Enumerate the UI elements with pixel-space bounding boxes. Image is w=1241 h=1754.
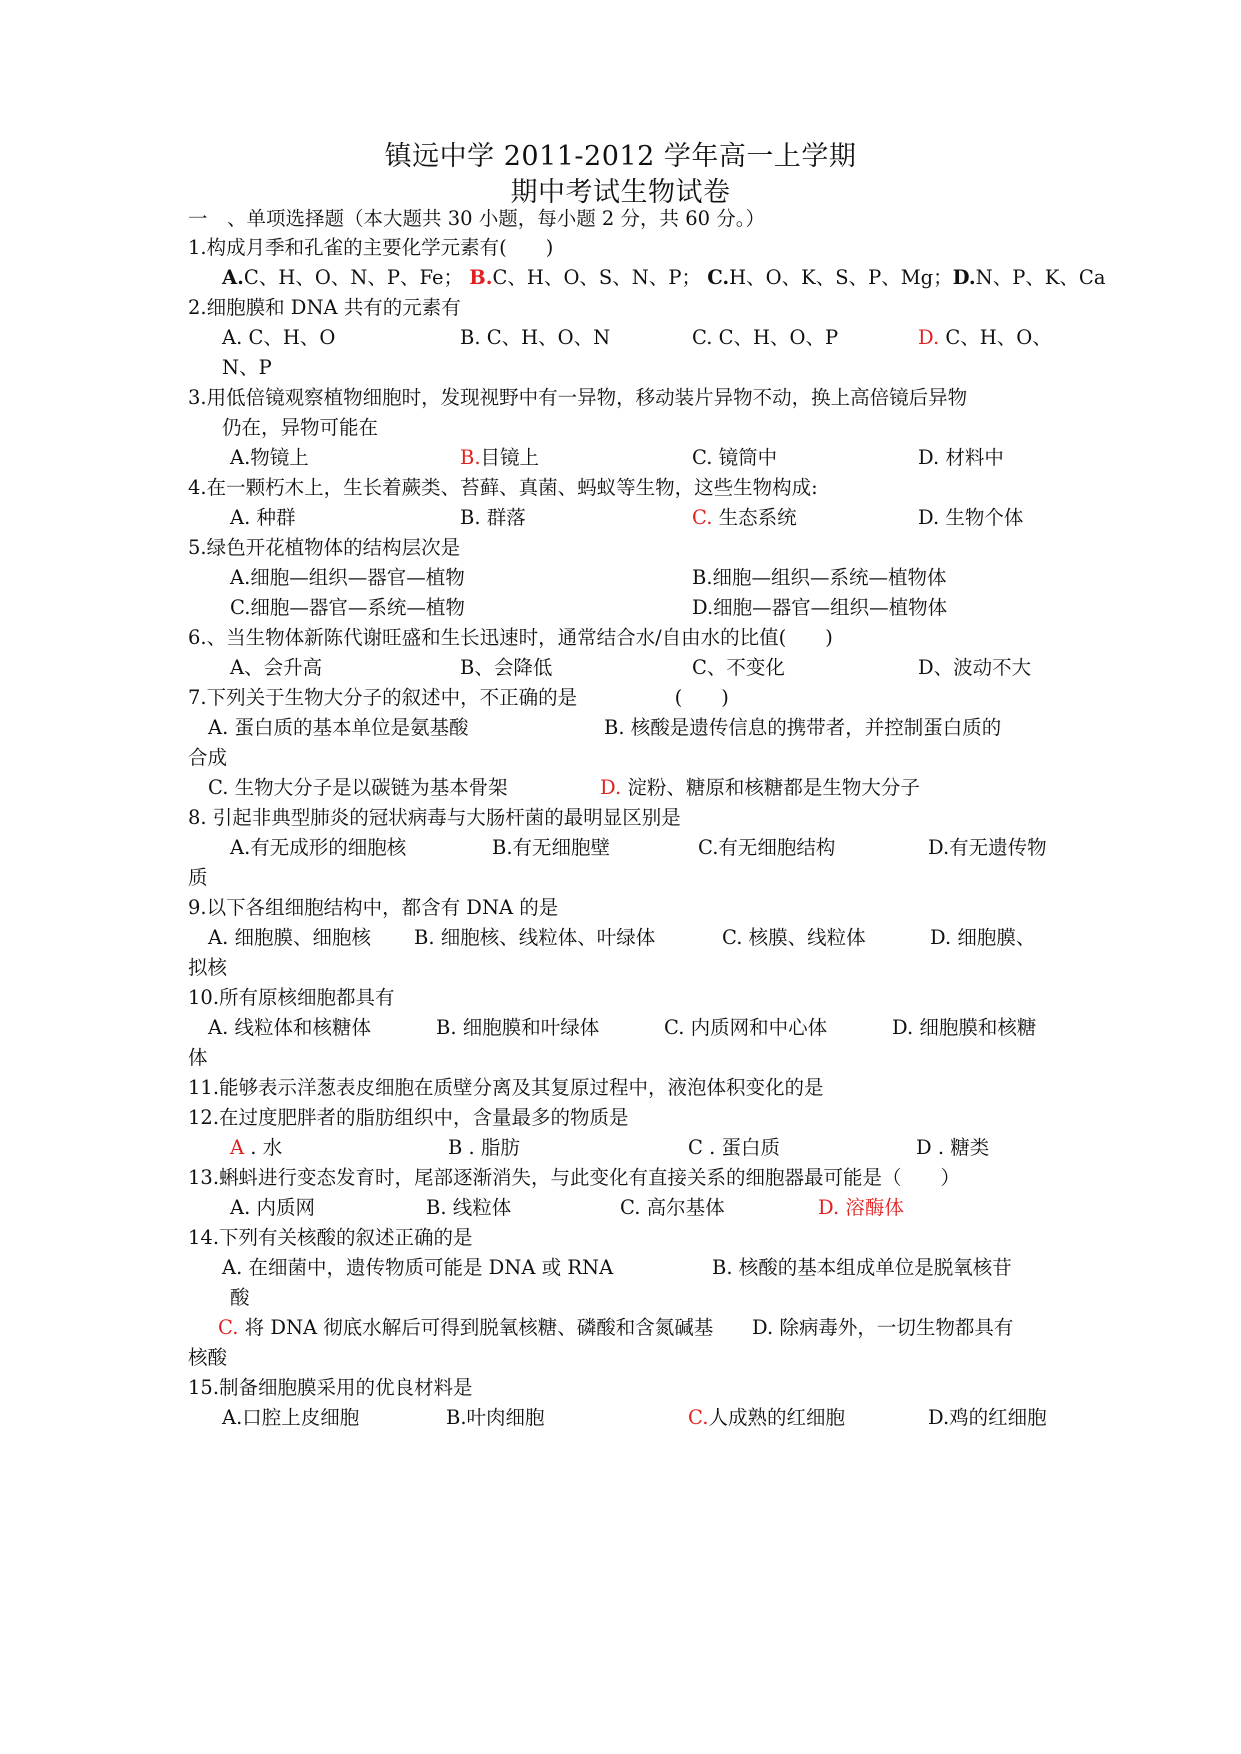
q10-option-c: C. 内质网和中心体: [664, 1016, 828, 1039]
q2-option-a: A. C、H、O: [222, 326, 336, 349]
q13-option-c: C. 高尔基体: [620, 1196, 725, 1219]
q10-option-d: D. 细胞膜和核糖: [892, 1016, 1037, 1039]
question-9-stem: 9.以下各组细胞结构中，都含有 DNA 的是: [188, 896, 559, 919]
q15-option-c: [688, 1406, 845, 1430]
q1-option-b-letter: B.: [469, 266, 493, 289]
q14-option-c-text: 将 DNA 彻底水解后可得到脱氧核糖、磷酸和含氮碱基: [238, 1316, 714, 1339]
q10-option-b: B. 细胞膜和叶绿体: [436, 1016, 600, 1039]
q13-option-a: A. 内质网: [230, 1196, 315, 1219]
q2-option-b: B. C、H、O、N: [460, 326, 611, 349]
q9-option-d-continued: 拟核: [188, 956, 228, 979]
q8-option-c: C.有无细胞结构: [698, 836, 836, 859]
q6-option-b: B、会降低: [460, 656, 553, 679]
q8-option-a: A.有无成形的细胞核: [230, 836, 407, 859]
question-7-stem: 7.下列关于生物大分子的叙述中，不正确的是 ( ): [188, 686, 729, 709]
q7-option-d: [600, 776, 920, 800]
q1-option-c-text: H、O、K、S、P、Mg；: [729, 266, 953, 289]
q3-option-b-text: 目镜上: [480, 446, 540, 469]
q5-option-d: D.细胞—器官—组织—植物体: [692, 596, 948, 619]
q8-option-d: D.有无遗传物: [928, 836, 1047, 859]
q6-option-c: C、不变化: [692, 656, 785, 679]
question-4-stem: 4.在一颗朽木上，生长着蕨类、苔藓、真菌、蚂蚁等生物，这些生物构成:: [188, 476, 818, 499]
q14-option-b: B. 核酸的基本组成单位是脱氧核苷: [712, 1256, 1012, 1279]
q15-option-c-text: 人成熟的红细胞: [708, 1406, 845, 1429]
q9-option-d: D. 细胞膜、: [930, 926, 1036, 949]
question-1-stem: 1.构成月季和孔雀的主要化学元素有( ): [188, 236, 554, 259]
section-heading: 一 、单项选择题（本大题共 30 小题，每小题 2 分，共 60 分。）: [188, 207, 765, 230]
q3-option-d: D. 材料中: [918, 446, 1004, 469]
q7-option-a: A. 蛋白质的基本单位是氨基酸: [208, 716, 469, 739]
question-8-stem: 8. 引起非典型肺炎的冠状病毒与大肠杆菌的最明显区别是: [188, 806, 681, 829]
q4-option-d: D. 生物个体: [918, 506, 1024, 529]
q12-option-a-letter: A: [230, 1136, 245, 1159]
q5-option-b: B.细胞—组织—系统—植物体: [692, 566, 947, 589]
q2-option-d-letter: D.: [918, 326, 940, 349]
exam-title-line1: 镇远中学 2011-2012 学年高一上学期: [384, 141, 857, 172]
q12-option-c: C . 蛋白质: [688, 1136, 781, 1159]
q15-option-d: D.鸡的红细胞: [928, 1406, 1047, 1429]
q1-option-d-letter: D.: [952, 266, 976, 289]
q9-option-a: A. 细胞膜、细胞核: [208, 926, 371, 949]
q1-option-a-letter: A.: [222, 266, 244, 289]
q13-option-b: B. 线粒体: [426, 1196, 512, 1219]
q13-option-d: D. 溶酶体: [818, 1196, 904, 1219]
q15-option-a: A.口腔上皮细胞: [222, 1406, 360, 1429]
q4-option-c-text: 生态系统: [712, 506, 797, 529]
question-13-stem: 13.蝌蚪进行变态发育时，尾部逐渐消失，与此变化有直接关系的细胞器最可能是（ ）: [188, 1166, 961, 1189]
question-10-stem: 10.所有原核细胞都具有: [188, 986, 395, 1009]
q4-option-b: B. 群落: [460, 506, 526, 529]
question-14-stem: 14.下列有关核酸的叙述正确的是: [188, 1226, 473, 1249]
q14-option-b-continued: 酸: [230, 1286, 250, 1309]
q1-option-c-letter: C.: [707, 266, 730, 289]
q1-option-d-text: N、P、K、Ca: [975, 266, 1106, 289]
question-3-stem-continued: 仍在，异物可能在: [222, 416, 379, 439]
q3-option-b: [460, 446, 539, 470]
question-3-stem: 3.用低倍镜观察植物细胞时，发现视野中有一异物，移动装片异物不动，换上高倍镜后异物: [188, 386, 968, 409]
q9-option-c: C. 核膜、线粒体: [722, 926, 866, 949]
question-6-stem: 6.、当生物体新陈代谢旺盛和生长迅速时，通常结合水/自由水的比值( ): [188, 626, 833, 649]
q14-option-d: D. 除病毒外，一切生物都具有: [752, 1316, 1014, 1339]
q8-option-d-continued: 质: [188, 866, 208, 889]
q7-option-d-text: 淀粉、糖原和核糖都是生物大分子: [621, 776, 920, 799]
q1-option-a-text: C、H、O、N、P、Fe；: [243, 266, 464, 289]
q12-option-d: D . 糖类: [916, 1136, 990, 1159]
q8-option-b: B.有无细胞壁: [492, 836, 611, 859]
q3-option-b-letter: B.: [460, 446, 481, 469]
q2-option-d: [918, 326, 1052, 350]
q14-option-c: [218, 1316, 713, 1340]
q7-option-b: B. 核酸是遗传信息的携带者，并控制蛋白质的: [604, 716, 1002, 739]
q2-option-c: C. C、H、O、P: [692, 326, 839, 349]
q3-option-a: A.物镜上: [230, 446, 309, 469]
q10-option-a: A. 线粒体和核糖体: [208, 1016, 371, 1039]
q14-option-a: A. 在细菌中，遗传物质可能是 DNA 或 RNA: [222, 1256, 614, 1279]
q15-option-b: B.叶肉细胞: [446, 1406, 545, 1429]
q14-option-c-letter: C.: [218, 1316, 239, 1339]
q6-option-a: A、会升高: [230, 656, 323, 679]
question-5-stem: 5.绿色开花植物体的结构层次是: [188, 536, 461, 559]
q12-option-a-text: . 水: [244, 1136, 283, 1159]
q5-option-c: C.细胞—器官—系统—植物: [230, 596, 465, 619]
q7-option-c: C. 生物大分子是以碳链为基本骨架: [208, 776, 508, 799]
q3-option-c: C. 镜筒中: [692, 446, 778, 469]
question-12-stem: 12.在过度肥胖者的脂肪组织中，含量最多的物质是: [188, 1106, 629, 1129]
q2-option-d-text: C、H、O、: [939, 326, 1052, 349]
q4-option-a: A. 种群: [230, 506, 296, 529]
question-15-stem: 15.制备细胞膜采用的优良材料是: [188, 1376, 473, 1399]
q1-option-b-text: C、H、O、S、N、P；: [492, 266, 701, 289]
q10-option-d-continued: 体: [188, 1046, 208, 1069]
question-1-options: [222, 266, 1105, 290]
question-2-stem: 2.细胞膜和 DNA 共有的元素有: [188, 296, 461, 319]
q2-option-d-continued: N、P: [222, 356, 272, 379]
q12-option-b: B . 脂肪: [448, 1136, 520, 1159]
q14-option-d-continued: 核酸: [188, 1346, 228, 1369]
q12-option-a: [230, 1136, 282, 1160]
q4-option-c: [692, 506, 797, 530]
question-11-stem: 11.能够表示洋葱表皮细胞在质壁分离及其复原过程中，液泡体积变化的是: [188, 1076, 824, 1099]
exam-title-line2: 期中考试生物试卷: [510, 177, 731, 208]
q7-option-b-continued: 合成: [188, 746, 228, 769]
q4-option-c-letter: C.: [692, 506, 713, 529]
q9-option-b: B. 细胞核、线粒体、叶绿体: [414, 926, 656, 949]
q5-option-a: A.细胞—组织—器官—植物: [230, 566, 465, 589]
q15-option-c-letter: C.: [688, 1406, 709, 1429]
q6-option-d: D、波动不大: [918, 656, 1032, 679]
q7-option-d-letter: D.: [600, 776, 622, 799]
